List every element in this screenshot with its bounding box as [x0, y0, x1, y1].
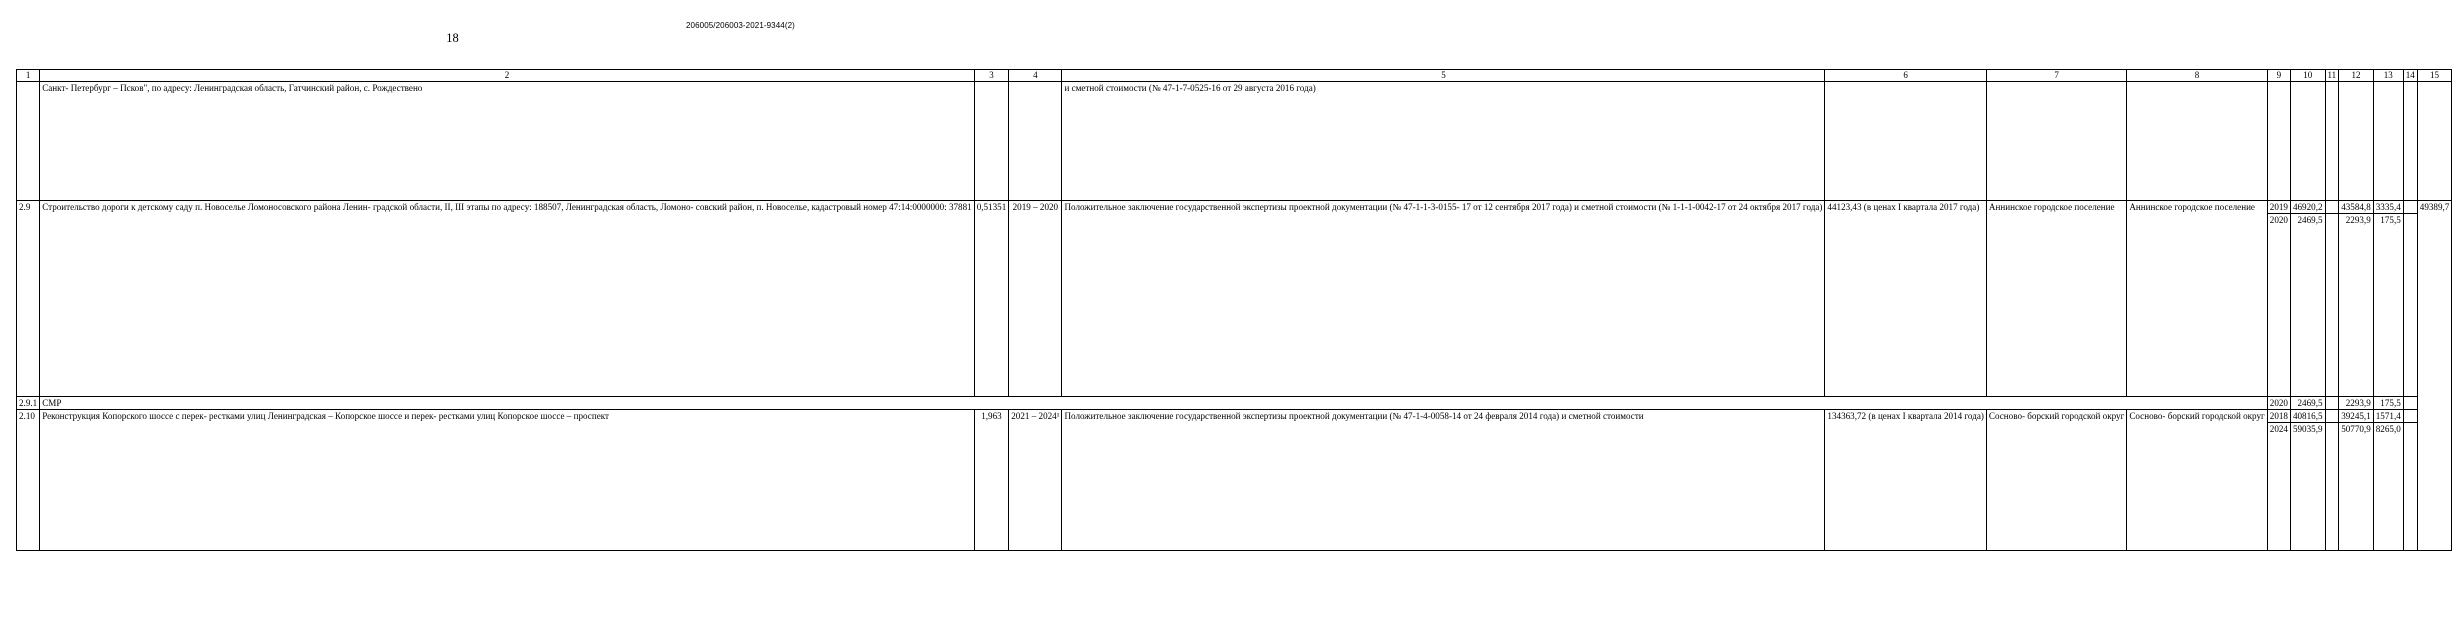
cell: [1009, 82, 1062, 201]
column-header: 9: [2267, 70, 2290, 82]
cell: [1986, 82, 2126, 201]
cell: [2127, 82, 2267, 201]
amount-cell: [2403, 410, 2417, 423]
year-cell: 2018: [2267, 410, 2290, 423]
amount-cell: [2403, 214, 2417, 397]
amount-cell: [2403, 423, 2417, 551]
column-header: 4: [1009, 70, 1062, 82]
total-cell: 49389,7: [2417, 201, 2452, 551]
year-cell: 2019: [2267, 201, 2290, 214]
object-name-cell: Реконструкция Копорского шоссе с перек- рестками улиц Ленинградская – Копорское шоссе и перек- рестками улиц Копорское шоссе – проспект: [40, 410, 975, 551]
amount-cell: 46920,2: [2290, 201, 2325, 214]
period-cell: 2019 – 2020: [1009, 201, 1062, 397]
column-header: 5: [1062, 70, 1825, 82]
cell: [2290, 82, 2325, 201]
amount-cell: [2325, 423, 2339, 551]
amount-cell: 2293,9: [2339, 397, 2374, 410]
column-header: 15: [2417, 70, 2452, 82]
customer-cell: Аннинское городское поселение: [1986, 201, 2126, 397]
document-id: 206005/206003-2021-9344(2): [686, 21, 795, 30]
row-number: 2.9.1: [17, 397, 40, 410]
year-cell: 2020: [2267, 397, 2290, 410]
cost-cell: 134363,72 (в ценах I квартала 2014 года): [1825, 410, 1987, 551]
amount-cell: [2403, 397, 2417, 410]
cell: [2373, 82, 2403, 201]
column-number-row: [17, 70, 2452, 82]
document-cell: Положительное заключение государственной экспертизы проектной документации (№ 47-1-1-3-0155- 17 от 12 сентября 2017 года) и сметной стоимости (№ 1-1-1-0042-17 от 24 октября 2017 года): [1062, 201, 1825, 397]
amount-cell: 59035,9: [2290, 423, 2325, 551]
amount-cell: 2469,5: [2290, 214, 2325, 397]
cell-num: [17, 82, 40, 201]
column-header: 14: [2403, 70, 2417, 82]
column-header: 1: [17, 70, 40, 82]
cell: [1825, 82, 1987, 201]
amount-cell: 50770,9: [2339, 423, 2374, 551]
column-header: 10: [2290, 70, 2325, 82]
amount-cell: 43584,8: [2339, 201, 2374, 214]
cell: [2325, 82, 2339, 201]
object-name-cell: Санкт- Петербург – Псков", по адресу: Ленинградская область, Гатчинский район, с. Рождествено: [40, 82, 975, 201]
object-name-cell: Строительство дороги к детскому саду п. Новоселье Ломоносовского района Ленин- градской области, II, III этапы по адресу: 188507, Ленинградская область, Ломоно- совский район, п. Новоселье, кадастровый номер 47:14:0000000: 37881: [40, 201, 975, 397]
amount-cell: [2403, 201, 2417, 214]
document-cell: Положительное заключение государственной экспертизы проектной документации (№ 47-1-4-0058-14 от 24 февраля 2014 года) и сметной стоимости: [1062, 410, 1825, 551]
budget-table: [16, 69, 2452, 551]
column-header: 11: [2325, 70, 2339, 82]
amount-cell: [2325, 214, 2339, 397]
period-cell: 2021 – 2024¹: [1009, 410, 1062, 551]
cell: [974, 82, 1009, 201]
column-header: 7: [1986, 70, 2126, 82]
column-header: 2: [40, 70, 975, 82]
table-row: [17, 201, 2452, 214]
customer-cell: Сосново- борский городской округ: [1986, 410, 2126, 551]
object-name-cell: СМР: [40, 397, 2268, 410]
row-number: 2.9: [17, 201, 40, 397]
cell: [2267, 82, 2290, 201]
developer-cell: Аннинское городское поселение: [2127, 201, 2267, 397]
year-cell: 2024: [2267, 423, 2290, 551]
amount-cell: [2325, 410, 2339, 423]
amount-cell: 1571,4: [2373, 410, 2403, 423]
developer-cell: Сосново- борский городской округ: [2127, 410, 2267, 551]
table-row: [17, 410, 2452, 423]
document-cell: и сметной стоимости (№ 47-1-7-0525-16 от 29 августа 2016 года): [1062, 82, 1825, 201]
amount-cell: 2293,9: [2339, 214, 2374, 397]
row-number: 2.10: [17, 410, 40, 551]
length-cell: 1,963: [974, 410, 1009, 551]
amount-cell: 40816,5: [2290, 410, 2325, 423]
column-header: 12: [2339, 70, 2374, 82]
amount-cell: [2325, 397, 2339, 410]
table-row: [17, 82, 2452, 201]
page-number: 18: [446, 31, 459, 45]
column-header: 8: [2127, 70, 2267, 82]
amount-cell: 175,5: [2373, 397, 2403, 410]
cell: [2417, 82, 2452, 201]
amount-cell: 39245,1: [2339, 410, 2374, 423]
length-cell: 0,51351: [974, 201, 1009, 397]
amount-cell: 175,5: [2373, 214, 2403, 397]
cost-cell: 44123,43 (в ценах I квартала 2017 года): [1825, 201, 1987, 397]
amount-cell: 3335,4: [2373, 201, 2403, 214]
cell: [2403, 82, 2417, 201]
amount-cell: [2325, 201, 2339, 214]
table-row: [17, 397, 2452, 410]
column-header: 6: [1825, 70, 1987, 82]
amount-cell: 8265,0: [2373, 423, 2403, 551]
amount-cell: 2469,5: [2290, 397, 2325, 410]
column-header: 13: [2373, 70, 2403, 82]
column-header: 3: [974, 70, 1009, 82]
year-cell: 2020: [2267, 214, 2290, 397]
cell: [2339, 82, 2374, 201]
